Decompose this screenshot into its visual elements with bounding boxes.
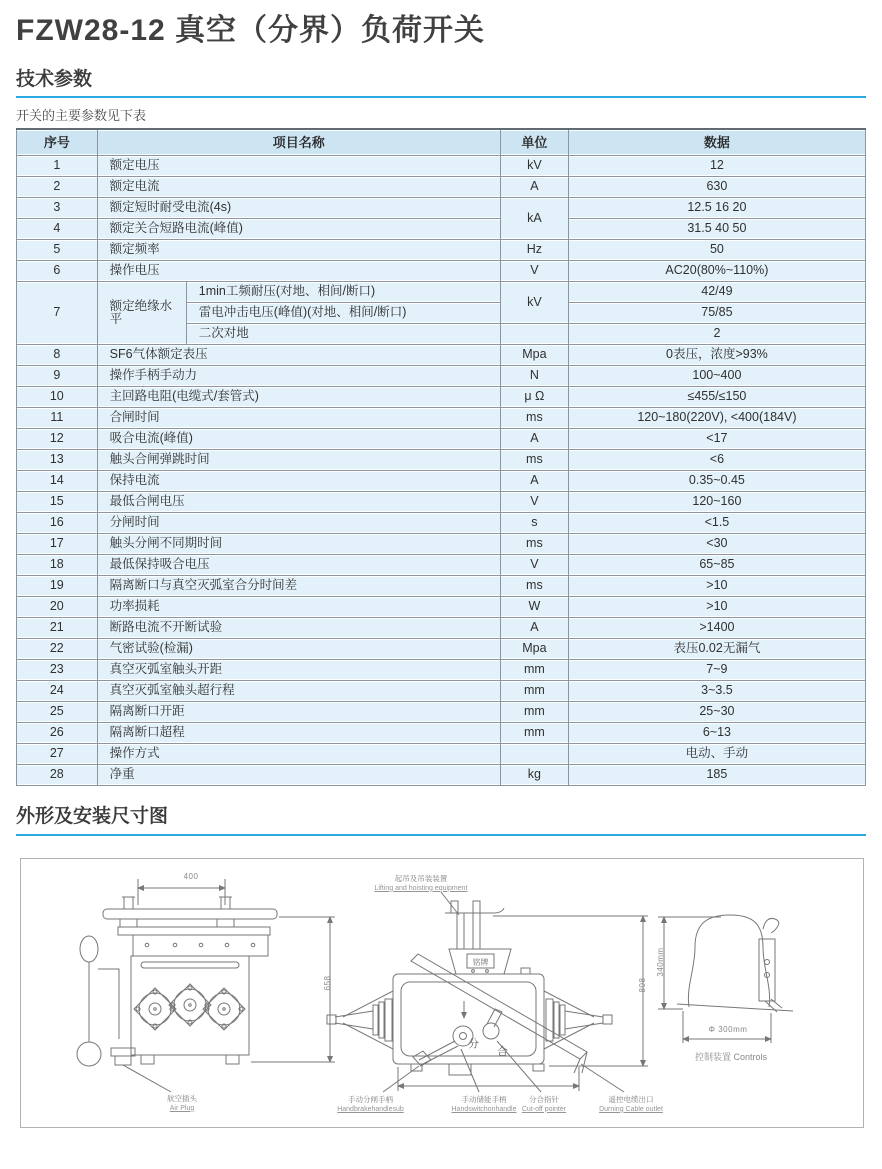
table-cell: 26	[17, 723, 98, 744]
table-row	[17, 387, 866, 408]
table-cell: 分闸时间	[97, 513, 500, 534]
table-cell: mm	[500, 723, 568, 744]
table-cell: 额定电流	[97, 177, 500, 198]
table-cell: 触头合闸弹跳时间	[97, 450, 500, 471]
table-row	[17, 660, 866, 681]
table-row	[17, 156, 866, 177]
cable-outlet-label	[583, 1095, 679, 1114]
table-cell: 22	[17, 639, 98, 660]
table-row	[17, 198, 866, 219]
page-title: FZW28-12 真空（分界）负荷开关	[16, 14, 486, 47]
table-cell: 触头分闸不同期时间	[97, 534, 500, 555]
table-cell: ms	[500, 534, 568, 555]
table-cell: mm	[500, 660, 568, 681]
table-cell: kg	[500, 765, 568, 786]
manual-open-handle-label-cn: 手动分闸手柄	[348, 1095, 393, 1105]
table-cell: 额定关合短路电流(峰值)	[97, 219, 500, 240]
table-cell: 最低合闸电压	[97, 492, 500, 513]
nameplate-label: 铭牌	[472, 958, 489, 968]
table-cell: 额定绝缘水平	[97, 282, 186, 345]
table-cell: μ Ω	[500, 387, 568, 408]
position-pointer-label-cn: 分合指针	[529, 1095, 559, 1105]
table-row	[17, 723, 866, 744]
table-cell: 6	[17, 261, 98, 282]
table-cell: 额定短时耐受电流(4s)	[97, 198, 500, 219]
table-cell: 隔离断口与真空灭弧室合分时间差	[97, 576, 500, 597]
table-cell: 1	[17, 156, 98, 177]
table-cell: >10	[568, 597, 865, 618]
table-cell: 保持电流	[97, 471, 500, 492]
table-cell: 17	[17, 534, 98, 555]
table-cell: 3~3.5	[568, 681, 865, 702]
table-cell: 15	[17, 492, 98, 513]
table-row	[17, 702, 866, 723]
table-cell: Mpa	[500, 639, 568, 660]
table-cell: 25~30	[568, 702, 865, 723]
table-cell: 7	[17, 282, 98, 345]
table-cell: 25	[17, 702, 98, 723]
table-cell: V	[500, 261, 568, 282]
parameters-table-body	[17, 156, 866, 786]
table-cell: 5	[17, 240, 98, 261]
front-view-drawing	[327, 892, 648, 1092]
table-row	[17, 681, 866, 702]
table-cell: 断路电流不开断试验	[97, 618, 500, 639]
position-pointer-label-en: Cut-off pointer	[521, 1105, 567, 1113]
section-heading-tech-params: 技术参数	[16, 68, 93, 90]
table-row	[17, 744, 866, 765]
air-plug-label-cn: 航空插头	[167, 1094, 197, 1104]
table-cell: 1min工频耐压(对地、相间/断口)	[186, 282, 500, 303]
table-cell: 10	[17, 387, 98, 408]
table-cell: 14	[17, 471, 98, 492]
section-divider-2	[16, 834, 866, 836]
control-device-label	[671, 1052, 791, 1064]
table-cell: 气密试验(检漏)	[97, 639, 500, 660]
table-cell: <30	[568, 534, 865, 555]
table-cell: <6	[568, 450, 865, 471]
table-cell: V	[500, 492, 568, 513]
dim-control-diameter: Φ 300mm	[708, 1025, 748, 1035]
table-cell: 电动、手动	[568, 744, 865, 765]
table-row	[17, 282, 866, 303]
table-cell: 吸合电流(峰值)	[97, 429, 500, 450]
column-header-unit: 单位	[500, 129, 568, 156]
table-cell: >1400	[568, 618, 865, 639]
dim-control-height: 340mm	[656, 947, 665, 977]
dim-crossarm-width: 400	[183, 872, 199, 882]
table-cell: 21	[17, 618, 98, 639]
table-cell: 二次对地	[186, 324, 500, 345]
table-cell: ms	[500, 450, 568, 471]
table-cell: mm	[500, 702, 568, 723]
table-cell: 31.5 40 50	[568, 219, 865, 240]
table-cell: V	[500, 555, 568, 576]
table-cell: 120~160	[568, 492, 865, 513]
lifting-equipment-label-en: Lifting and hoisting equipment	[374, 884, 468, 892]
table-row	[17, 429, 866, 450]
table-header-row	[17, 129, 866, 156]
table-cell: 0表压，浓度>93%	[568, 345, 865, 366]
manual-open-handle-label-en: Handbrakehandlesub	[337, 1105, 404, 1113]
table-cell: 真空灭弧室触头开距	[97, 660, 500, 681]
table-cell: 65~85	[568, 555, 865, 576]
table-cell: kA	[500, 198, 568, 240]
table-cell: 120~180(220V), <400(184V)	[568, 408, 865, 429]
technical-drawing	[21, 859, 863, 1127]
control-device-label-cn: 控制装置	[694, 1052, 731, 1063]
table-cell: 2	[17, 177, 98, 198]
table-cell: W	[500, 597, 568, 618]
table-cell: 20	[17, 597, 98, 618]
table-cell: Mpa	[500, 345, 568, 366]
dim-left-height: 658	[323, 975, 332, 991]
table-cell: 操作电压	[97, 261, 500, 282]
table-row	[17, 576, 866, 597]
table-cell: 630	[568, 177, 865, 198]
table-row	[17, 513, 866, 534]
table-row	[17, 240, 866, 261]
table-cell: 操作手柄手动力	[97, 366, 500, 387]
table-cell: >10	[568, 576, 865, 597]
table-row	[17, 639, 866, 660]
table-cell: 真空灭弧室触头超行程	[97, 681, 500, 702]
table-row	[17, 765, 866, 786]
lifting-equipment-label	[351, 874, 491, 893]
table-cell: A	[500, 177, 568, 198]
table-cell: 3	[17, 198, 98, 219]
manual-energy-handle-label-en: Handswitchonhandle	[451, 1105, 517, 1113]
dim-front-height: 808	[638, 977, 647, 993]
table-cell: 2	[568, 324, 865, 345]
open-position-mark: 分	[468, 1038, 479, 1051]
table-cell: 主回路电阻(电缆式/套管式)	[97, 387, 500, 408]
air-plug-label-en: Air Plug	[169, 1104, 195, 1112]
table-row	[17, 555, 866, 576]
table-cell	[500, 744, 568, 765]
column-header-name: 项目名称	[97, 129, 500, 156]
table-row	[17, 261, 866, 282]
manual-energy-handle-label-cn: 手动储能手柄	[461, 1095, 507, 1105]
table-cell: Hz	[500, 240, 568, 261]
table-row	[17, 408, 866, 429]
table-row	[17, 177, 866, 198]
table-cell: 隔离断口超程	[97, 723, 500, 744]
table-cell: 16	[17, 513, 98, 534]
section-heading-dimensions: 外形及安装尺寸图	[16, 806, 169, 828]
table-cell: 19	[17, 576, 98, 597]
table-cell: 雷电冲击电压(峰值)(对地、相间/断口)	[186, 303, 500, 324]
table-cell: 24	[17, 681, 98, 702]
table-row	[17, 345, 866, 366]
table-cell: SF6气体额定表压	[97, 345, 500, 366]
table-cell: 185	[568, 765, 865, 786]
table-cell: 0.35~0.45	[568, 471, 865, 492]
table-cell	[500, 324, 568, 345]
table-cell: 7~9	[568, 660, 865, 681]
column-header-no: 序号	[17, 129, 98, 156]
datasheet-page	[0, 14, 882, 1169]
table-cell: A	[500, 471, 568, 492]
table-cell: 28	[17, 765, 98, 786]
table-cell: 隔离断口开距	[97, 702, 500, 723]
table-cell: 12	[17, 429, 98, 450]
table-cell: A	[500, 618, 568, 639]
cable-outlet-label-cn: 遥控电缆出口	[608, 1095, 654, 1105]
table-cell: 额定电压	[97, 156, 500, 177]
table-cell: 11	[17, 408, 98, 429]
table-row	[17, 597, 866, 618]
table-cell: 75/85	[568, 303, 865, 324]
table-cell: 23	[17, 660, 98, 681]
table-cell: ms	[500, 576, 568, 597]
table-cell: kV	[500, 156, 568, 177]
table-cell: 100~400	[568, 366, 865, 387]
table-cell: <17	[568, 429, 865, 450]
table-row	[17, 219, 866, 240]
section-divider	[16, 96, 866, 98]
dimension-drawing-box	[20, 858, 864, 1128]
table-cell: kV	[500, 282, 568, 324]
table-cell: 4	[17, 219, 98, 240]
table-cell: 功率损耗	[97, 597, 500, 618]
parameters-table	[16, 128, 866, 786]
table-cell: ≤455/≤150	[568, 387, 865, 408]
table-row	[17, 534, 866, 555]
table-cell: N	[500, 366, 568, 387]
table-cell: 操作方式	[97, 744, 500, 765]
table-row	[17, 366, 866, 387]
table-row	[17, 450, 866, 471]
air-plug-label	[137, 1094, 227, 1113]
table-cell: ms	[500, 408, 568, 429]
table-cell: 6~13	[568, 723, 865, 744]
table-cell: 净重	[97, 765, 500, 786]
table-cell: 合闸时间	[97, 408, 500, 429]
table-cell: 8	[17, 345, 98, 366]
table-cell: 最低保持吸合电压	[97, 555, 500, 576]
cable-outlet-label-en: Durning Cable outlet	[599, 1105, 663, 1113]
close-position-mark: 合	[497, 1046, 508, 1059]
table-row	[17, 492, 866, 513]
table-cell: <1.5	[568, 513, 865, 534]
table-cell: 额定频率	[97, 240, 500, 261]
column-header-data: 数据	[568, 129, 865, 156]
table-cell: mm	[500, 681, 568, 702]
table-intro: 开关的主要参数见下表	[16, 108, 147, 124]
table-row	[17, 471, 866, 492]
left-view-drawing	[77, 879, 335, 1092]
table-cell: 9	[17, 366, 98, 387]
control-unit-drawing	[658, 915, 793, 1043]
position-pointer-label	[509, 1095, 579, 1114]
table-cell: 27	[17, 744, 98, 765]
table-cell: AC20(80%~110%)	[568, 261, 865, 282]
table-cell: 13	[17, 450, 98, 471]
table-cell: s	[500, 513, 568, 534]
table-cell: 12.5 16 20	[568, 198, 865, 219]
table-cell: 50	[568, 240, 865, 261]
table-cell: A	[500, 429, 568, 450]
table-row	[17, 618, 866, 639]
table-cell: 42/49	[568, 282, 865, 303]
table-cell: 表压0.02无漏气	[568, 639, 865, 660]
table-cell: 18	[17, 555, 98, 576]
lifting-equipment-label-cn: 起吊及吊装装置	[394, 874, 448, 884]
table-cell: 12	[568, 156, 865, 177]
control-device-label-en: Controls	[733, 1052, 768, 1063]
manual-open-handle-label	[323, 1095, 418, 1114]
